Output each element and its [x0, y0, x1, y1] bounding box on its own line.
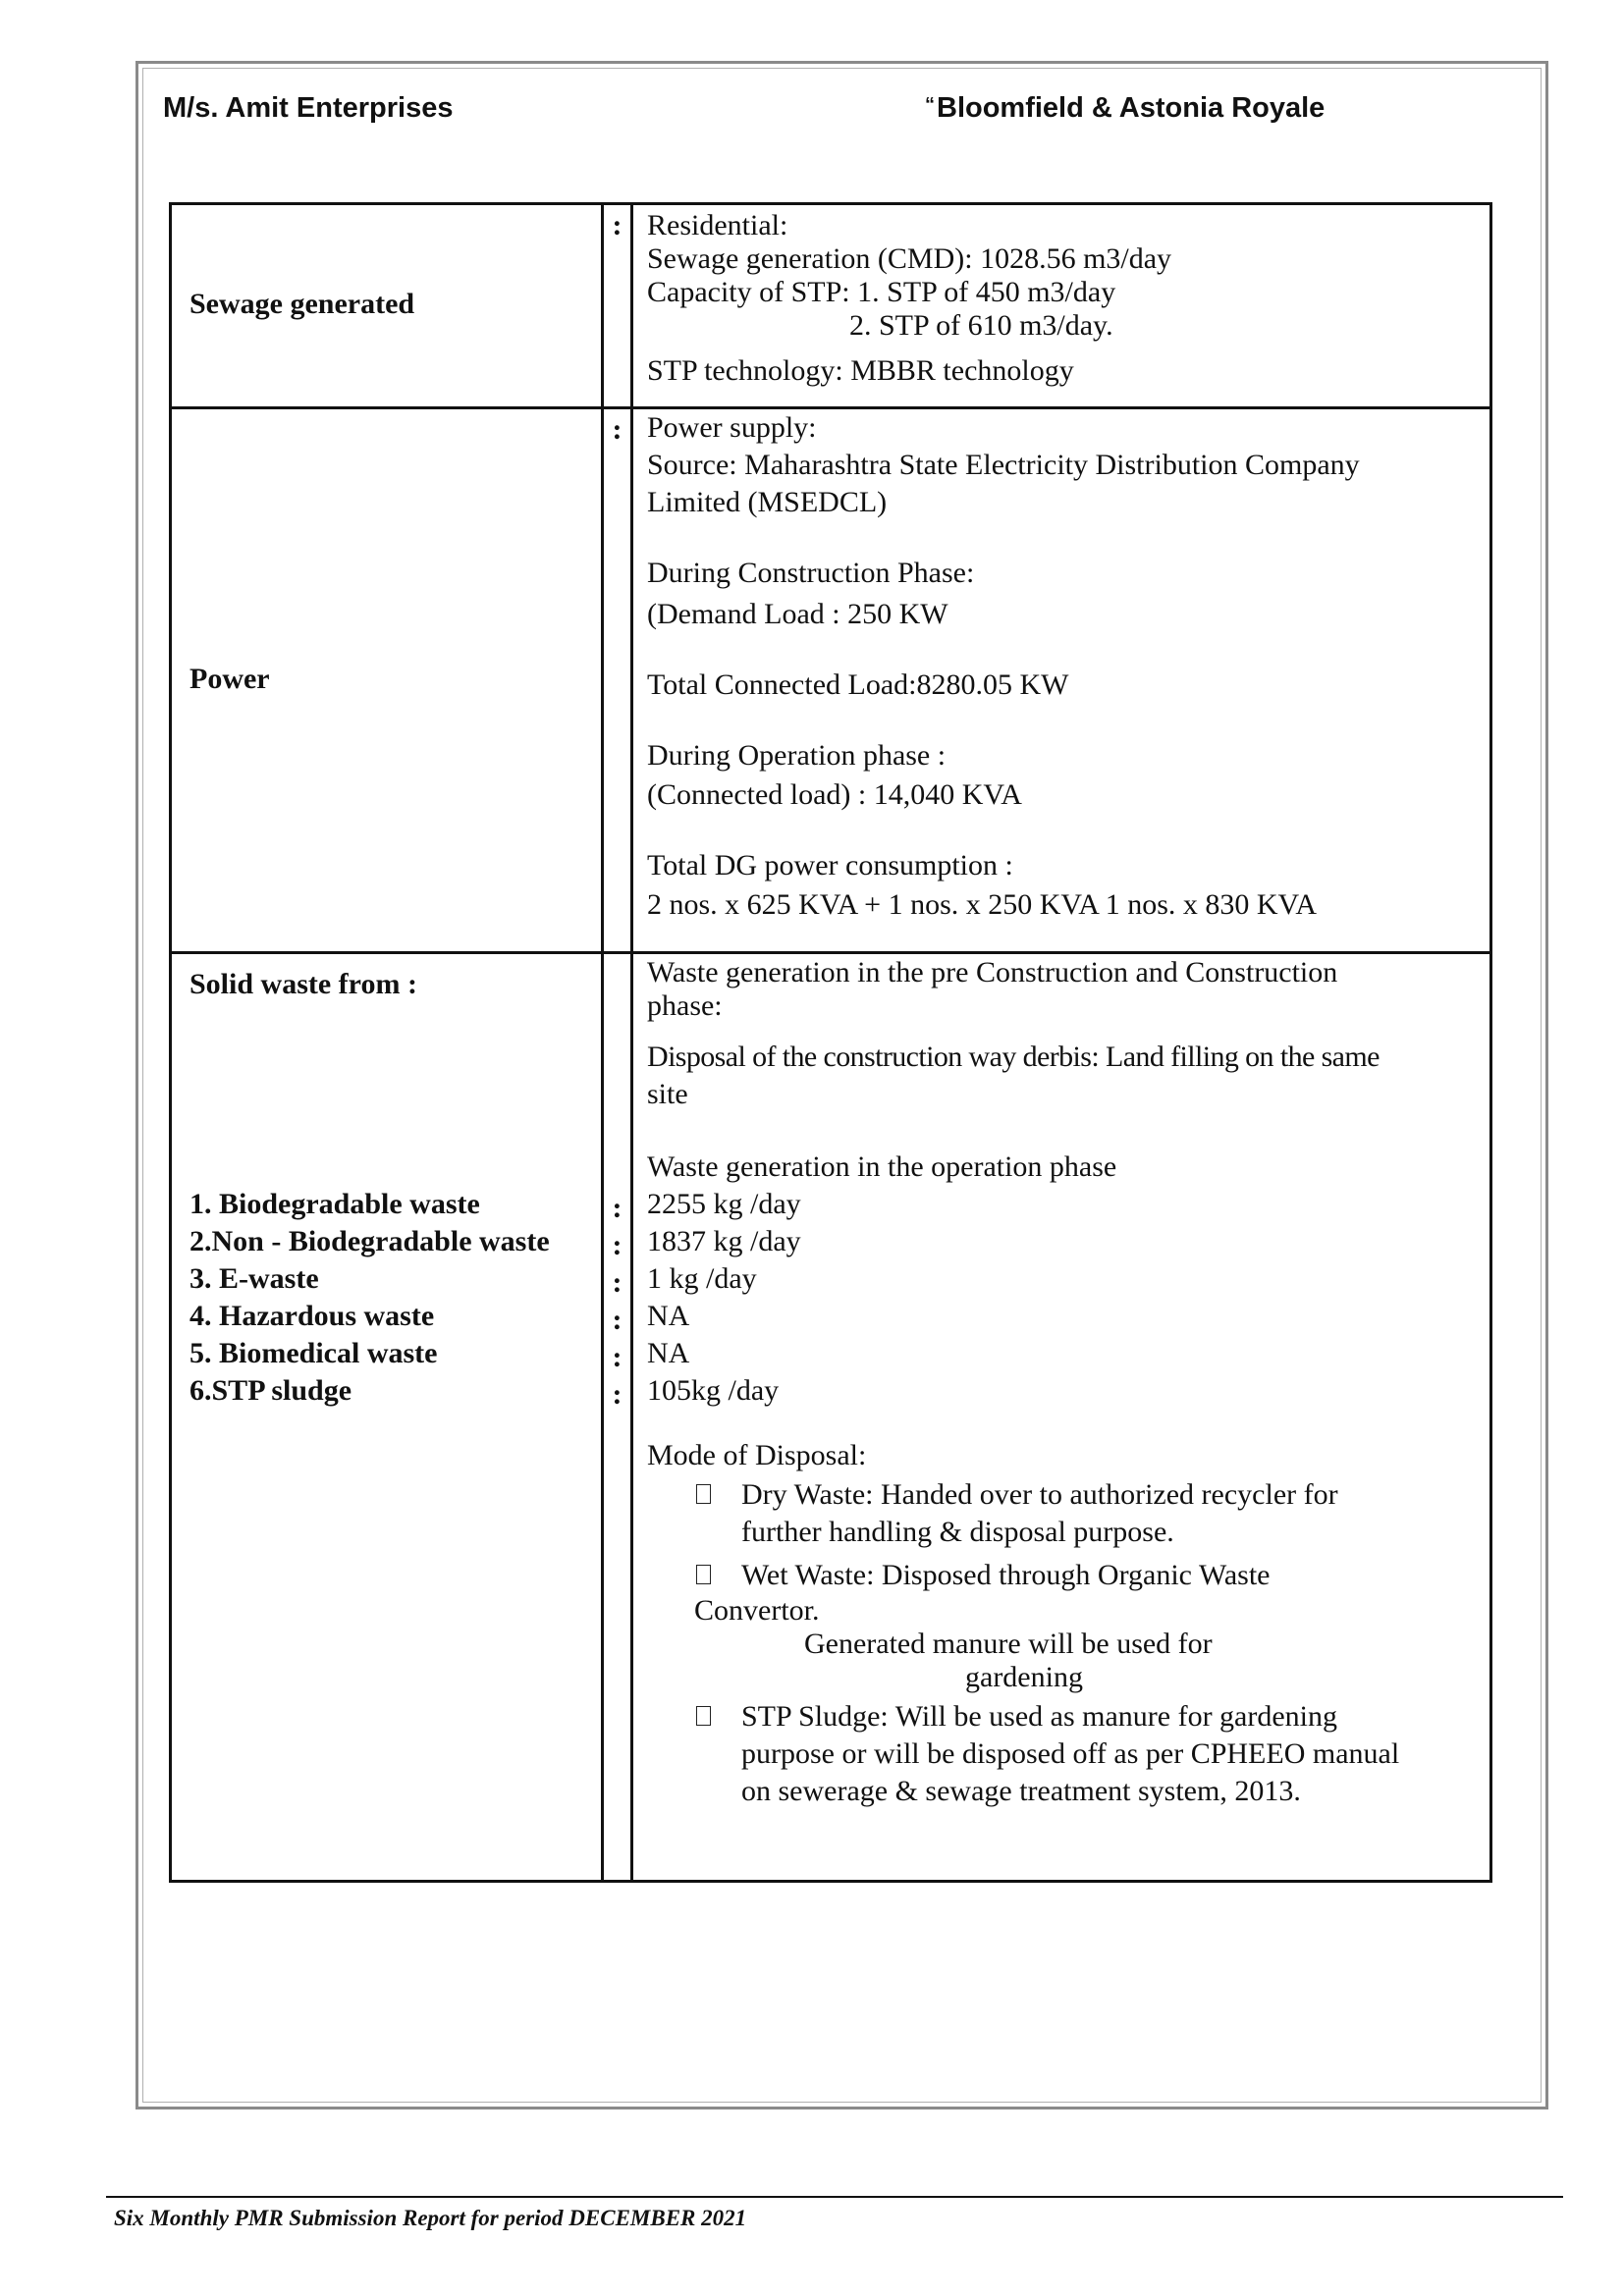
stp-sludge-line-3: on sewerage & sewage treatment system, 2013. — [741, 1775, 1301, 1807]
waste-operation-phase: Waste generation in the operation phase — [647, 1150, 1117, 1183]
power-construction-phase: During Construction Phase: — [647, 557, 975, 589]
power-source-line-2: Limited (MSEDCL) — [647, 486, 888, 518]
sewage-label: Sewage generated — [189, 288, 415, 320]
solid-waste-separator-cell — [603, 953, 632, 1882]
dry-waste-line-1: Dry Waste: Handed over to authorized recycler for — [741, 1478, 1338, 1511]
solid-waste-value-cell — [632, 953, 1491, 1882]
waste-derbis-line-1: Disposal of the construction way derbis: Land filling on the same — [647, 1041, 1380, 1073]
power-connected-load: (Connected load) : 14,040 KVA — [647, 778, 1022, 811]
header-project-name: Bloomfield & Astonia Royale — [937, 92, 1326, 124]
power-separator-cell — [603, 408, 632, 953]
sewage-value-cell — [632, 204, 1491, 408]
power-label: Power — [189, 663, 270, 695]
solid-waste-row — [171, 953, 1491, 1882]
stp-sludge-item — [647, 1698, 1484, 1810]
power-row — [171, 408, 1491, 953]
power-demand-load: (Demand Load : 250 KW — [647, 598, 948, 630]
waste-pre-construction-line-1: Waste generation in the pre Construction and Construction — [647, 956, 1338, 988]
waste-value: 1 kg /day — [647, 1262, 757, 1295]
waste-pre-construction-line-2: phase: — [647, 989, 723, 1022]
separator-colon: : — [612, 209, 623, 241]
waste-type-label: 2.Non - Biodegradable waste — [189, 1225, 550, 1257]
solid-waste-label-cell — [171, 953, 603, 1882]
mode-of-disposal-title: Mode of Disposal: — [647, 1439, 867, 1471]
header-quote-mark: “ — [925, 94, 935, 116]
separator-colon: : — [612, 1192, 623, 1224]
sewage-capacity-1: Capacity of STP: 1. STP of 450 m3/day — [647, 276, 1116, 308]
waste-value: 1837 kg /day — [647, 1225, 801, 1257]
checkbox-icon — [696, 1706, 711, 1726]
separator-colon: : — [612, 1266, 623, 1299]
footer-rule — [106, 2196, 1563, 2198]
stp-sludge-line-1: STP Sludge: Will be used as manure for gardening — [741, 1700, 1338, 1733]
waste-type-list — [189, 1186, 601, 1410]
header-company: M/s. Amit Enterprises — [163, 92, 454, 124]
details-table — [169, 202, 1492, 1883]
wet-waste-line-4: gardening — [965, 1661, 1083, 1693]
separator-colon: : — [612, 1378, 623, 1411]
power-source-line-1: Source: Maharashtra State Electricity Distribution Company — [647, 449, 1360, 481]
waste-type-label: 5. Biomedical waste — [189, 1337, 438, 1369]
power-dg-value: 2 nos. x 625 KVA + 1 nos. x 250 KVA 1 nos. x 830 KVA — [647, 888, 1318, 921]
wet-waste-line-1: Wet Waste: Disposed through Organic Waste — [741, 1559, 1271, 1591]
sewage-residential: Residential: — [647, 209, 788, 241]
checkbox-icon — [696, 1484, 711, 1504]
waste-type-label: 1. Biodegradable waste — [189, 1188, 480, 1220]
separator-colon: : — [612, 1304, 623, 1336]
power-operation-phase: During Operation phase : — [647, 739, 947, 772]
power-dg-title: Total DG power consumption : — [647, 849, 1013, 881]
waste-value: NA — [647, 1300, 690, 1332]
checkbox-icon — [696, 1565, 711, 1584]
waste-value: 2255 kg /day — [647, 1188, 801, 1220]
wet-waste-line-2: Convertor. — [694, 1594, 820, 1627]
dry-waste-line-2: further handling & disposal purpose. — [741, 1516, 1174, 1548]
sewage-technology: STP technology: MBBR technology — [647, 354, 1074, 387]
waste-type-label: 4. Hazardous waste — [189, 1300, 435, 1332]
waste-value: 105kg /day — [647, 1374, 780, 1407]
waste-value: NA — [647, 1337, 690, 1369]
waste-type-label: 3. E-waste — [189, 1262, 319, 1295]
sewage-generation: Sewage generation (CMD): 1028.56 m3/day — [647, 242, 1172, 275]
power-total-connected-load: Total Connected Load:8280.05 KW — [647, 668, 1069, 701]
power-value-cell — [632, 408, 1491, 953]
sewage-separator-cell — [603, 204, 632, 408]
sewage-capacity-2: 2. STP of 610 m3/day. — [849, 309, 1113, 342]
waste-derbis-line-2: site — [647, 1078, 688, 1110]
dry-waste-item — [647, 1476, 1484, 1551]
separator-colon: : — [612, 1341, 623, 1373]
sewage-label-cell — [171, 204, 603, 408]
separator-colon: : — [612, 1229, 623, 1261]
solid-waste-label: Solid waste from : — [189, 968, 417, 1000]
footer-text: Six Monthly PMR Submission Report for period DECEMBER 2021 — [114, 2206, 747, 2230]
waste-type-label: 6.STP sludge — [189, 1374, 352, 1407]
sewage-row — [171, 204, 1491, 408]
separator-colon: : — [612, 413, 623, 446]
power-supply-title: Power supply: — [647, 411, 817, 444]
header-project — [925, 92, 1325, 125]
power-label-cell — [171, 408, 603, 953]
wet-waste-line-3: Generated manure will be used for — [804, 1628, 1213, 1660]
wet-waste-item — [647, 1557, 1484, 1594]
stp-sludge-line-2: purpose or will be disposed off as per CPHEEO manual — [741, 1737, 1400, 1770]
